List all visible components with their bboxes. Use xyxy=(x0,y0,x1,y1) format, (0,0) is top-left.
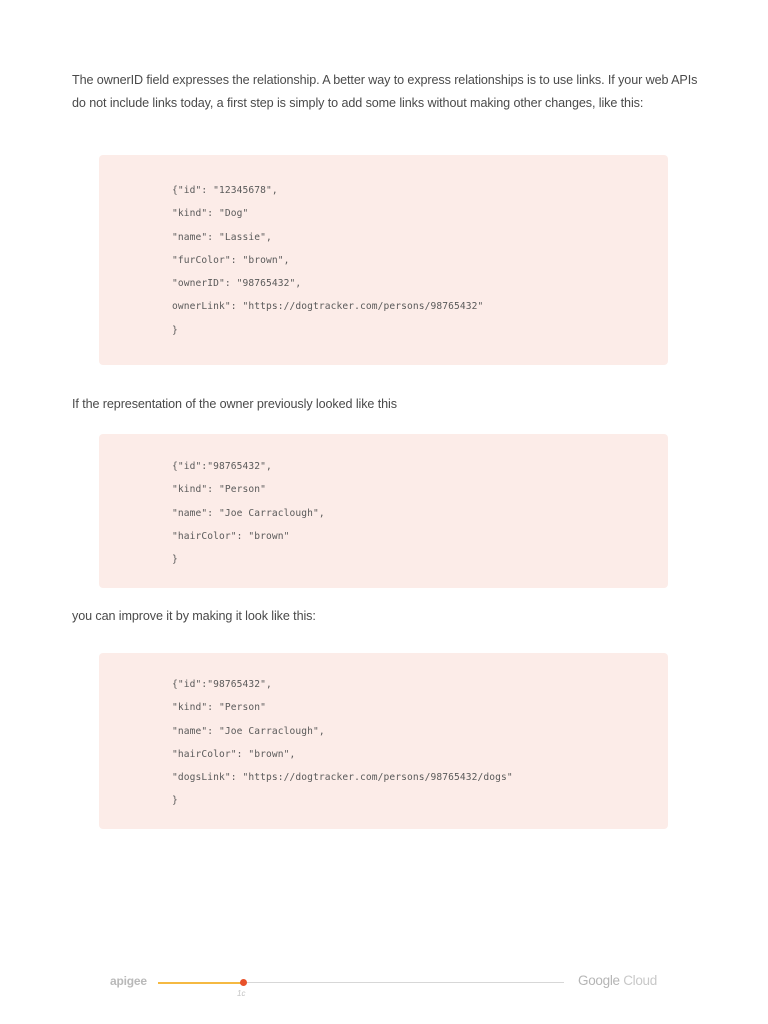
code-line: "hairColor": "brown", xyxy=(172,748,296,760)
apigee-logo: apigee xyxy=(110,974,147,988)
code-lines xyxy=(172,455,325,571)
code-line: "furColor": "brown", xyxy=(172,254,290,266)
google-cloud-logo-google: Google xyxy=(578,973,620,988)
google-cloud-logo xyxy=(578,973,657,988)
code-line: {"id": "12345678", xyxy=(172,185,278,196)
page-number: 1c xyxy=(237,989,246,998)
code-line: {"id":"98765432", xyxy=(172,679,272,690)
reading-progress-marker xyxy=(240,979,247,986)
code-line: "name": "Joe Carraclough", xyxy=(172,725,325,737)
code-block-person-with-dogs-link xyxy=(99,653,668,829)
code-block-dog-with-owner-link xyxy=(99,155,668,365)
code-line: } xyxy=(172,554,178,566)
code-line: "name": "Joe Carraclough", xyxy=(172,507,325,519)
code-line: } xyxy=(172,324,178,336)
paragraph-owner-representation: If the representation of the owner previously looked like this xyxy=(72,397,397,411)
reading-progress-track xyxy=(158,982,564,983)
code-line: {"id":"98765432", xyxy=(172,461,272,472)
code-line: "ownerID": "98765432", xyxy=(172,278,302,290)
google-cloud-logo-cloud: Cloud xyxy=(623,973,657,988)
page-footer xyxy=(0,960,768,1010)
code-line: "kind": "Person" xyxy=(172,484,267,496)
code-line: "kind": "Dog" xyxy=(172,208,249,220)
paragraph-owner-link-intro: The ownerID field expresses the relationship. A better way to express relationships is to use links. If your web APIs do not include links today, a first step is simply to add some links without making other changes, like this: xyxy=(72,73,698,110)
code-line: "dogsLink": "https://dogtracker.com/persons/98765432/dogs" xyxy=(172,772,513,784)
code-line: "hairColor": "brown" xyxy=(172,530,290,542)
code-lines xyxy=(172,673,513,813)
reading-progress-fill xyxy=(158,982,243,984)
code-block-person-original xyxy=(99,434,668,588)
code-lines xyxy=(172,179,483,342)
code-line: "name": "Lassie", xyxy=(172,231,272,243)
code-line: } xyxy=(172,795,178,807)
paragraph-improve-representation: you can improve it by making it look like this: xyxy=(72,609,316,623)
code-line: "kind": "Person" xyxy=(172,702,267,714)
code-line: ownerLink": "https://dogtracker.com/persons/98765432" xyxy=(172,301,484,313)
